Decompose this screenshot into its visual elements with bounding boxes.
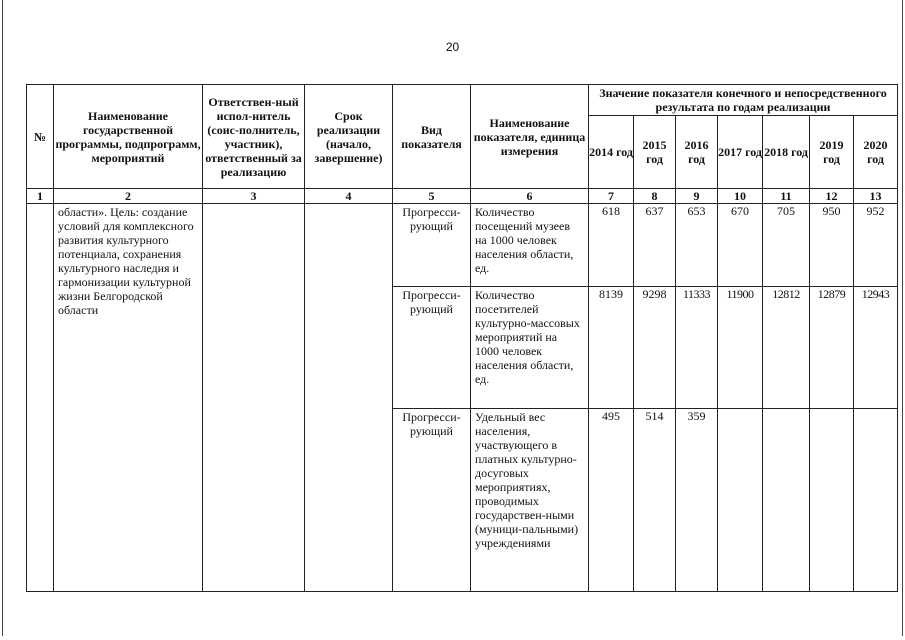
value-cell: 11333 — [676, 287, 718, 409]
value-cell — [854, 409, 898, 592]
header-year: 2019 год — [810, 116, 854, 189]
column-number: 8 — [634, 189, 676, 204]
column-numbers-row — [27, 189, 898, 204]
indicator-name: Количество посетителей культурно-массовых мероприятий на 1000 человек населения области, ед. — [471, 287, 589, 409]
header-executor: Ответствен-ный испол-нитель (соис-полнитель, участник), ответственный за реализацию — [203, 85, 305, 189]
header-year: 2017 год — [718, 116, 763, 189]
value-cell: 12879 — [810, 287, 854, 409]
column-number: 1 — [27, 189, 54, 204]
header-year: 2015 год — [634, 116, 676, 189]
header-year: 2020 год — [854, 116, 898, 189]
value-cell: 495 — [589, 409, 634, 592]
value-cell: 952 — [854, 204, 898, 287]
page-number: 20 — [445, 40, 460, 54]
value-cell: 359 — [676, 409, 718, 592]
header-indicator-name: Наименование показателя, единица измерения — [471, 85, 589, 189]
column-number: 11 — [763, 189, 810, 204]
column-number: 3 — [203, 189, 305, 204]
value-cell: 637 — [634, 204, 676, 287]
header-program-name: Наименование государственной программы, подпрограмм, мероприятий — [54, 85, 203, 189]
value-cell: 8139 — [589, 287, 634, 409]
column-number: 6 — [471, 189, 589, 204]
header-no: № — [27, 85, 54, 189]
indicator-type: Прогресси-рующий — [393, 409, 471, 592]
column-number: 7 — [589, 189, 634, 204]
header-indicator-type: Вид показателя — [393, 85, 471, 189]
indicator-type: Прогресси-рующий — [393, 204, 471, 287]
value-cell — [810, 409, 854, 592]
value-cell: 514 — [634, 409, 676, 592]
executor-cell — [203, 204, 305, 592]
header-period: Срок реализации (начало, завершение) — [305, 85, 393, 189]
column-number: 10 — [718, 189, 763, 204]
header-year: 2016 год — [676, 116, 718, 189]
column-number: 5 — [393, 189, 471, 204]
indicator-table — [26, 84, 898, 592]
value-cell: 653 — [676, 204, 718, 287]
value-cell — [718, 409, 763, 592]
column-number: 9 — [676, 189, 718, 204]
value-cell: 618 — [589, 204, 634, 287]
column-number: 13 — [854, 189, 898, 204]
value-cell — [763, 409, 810, 592]
indicator-type: Прогресси-рующий — [393, 287, 471, 409]
header-year: 2014 год — [589, 116, 634, 189]
header-year: 2018 год — [763, 116, 810, 189]
table-row — [27, 204, 898, 287]
value-cell: 705 — [763, 204, 810, 287]
value-cell: 12943 — [854, 287, 898, 409]
column-number: 4 — [305, 189, 393, 204]
period-cell — [305, 204, 393, 592]
value-cell: 12812 — [763, 287, 810, 409]
value-cell: 670 — [718, 204, 763, 287]
row-number-cell — [27, 204, 54, 592]
program-text: области». Цель: создание условий для комплексного развития культурного потенциала, сохранения культурного наследия и гармонизации культурной жизни Белгородской области — [54, 204, 203, 592]
value-cell: 950 — [810, 204, 854, 287]
header-values-group: Значение показателя конечного и непосредственного результата по годам реализации — [589, 85, 898, 116]
value-cell: 11900 — [718, 287, 763, 409]
header-row — [27, 85, 898, 116]
value-cell: 9298 — [634, 287, 676, 409]
column-number: 2 — [54, 189, 203, 204]
column-number: 12 — [810, 189, 854, 204]
indicator-name: Количество посещений музеев на 1000 человек населения области, ед. — [471, 204, 589, 287]
indicator-name: Удельный вес населения, участвующего в платных культурно-досуговых мероприятиях, проводимых государствен-ными (муници-пальными) учреждениями — [471, 409, 589, 592]
